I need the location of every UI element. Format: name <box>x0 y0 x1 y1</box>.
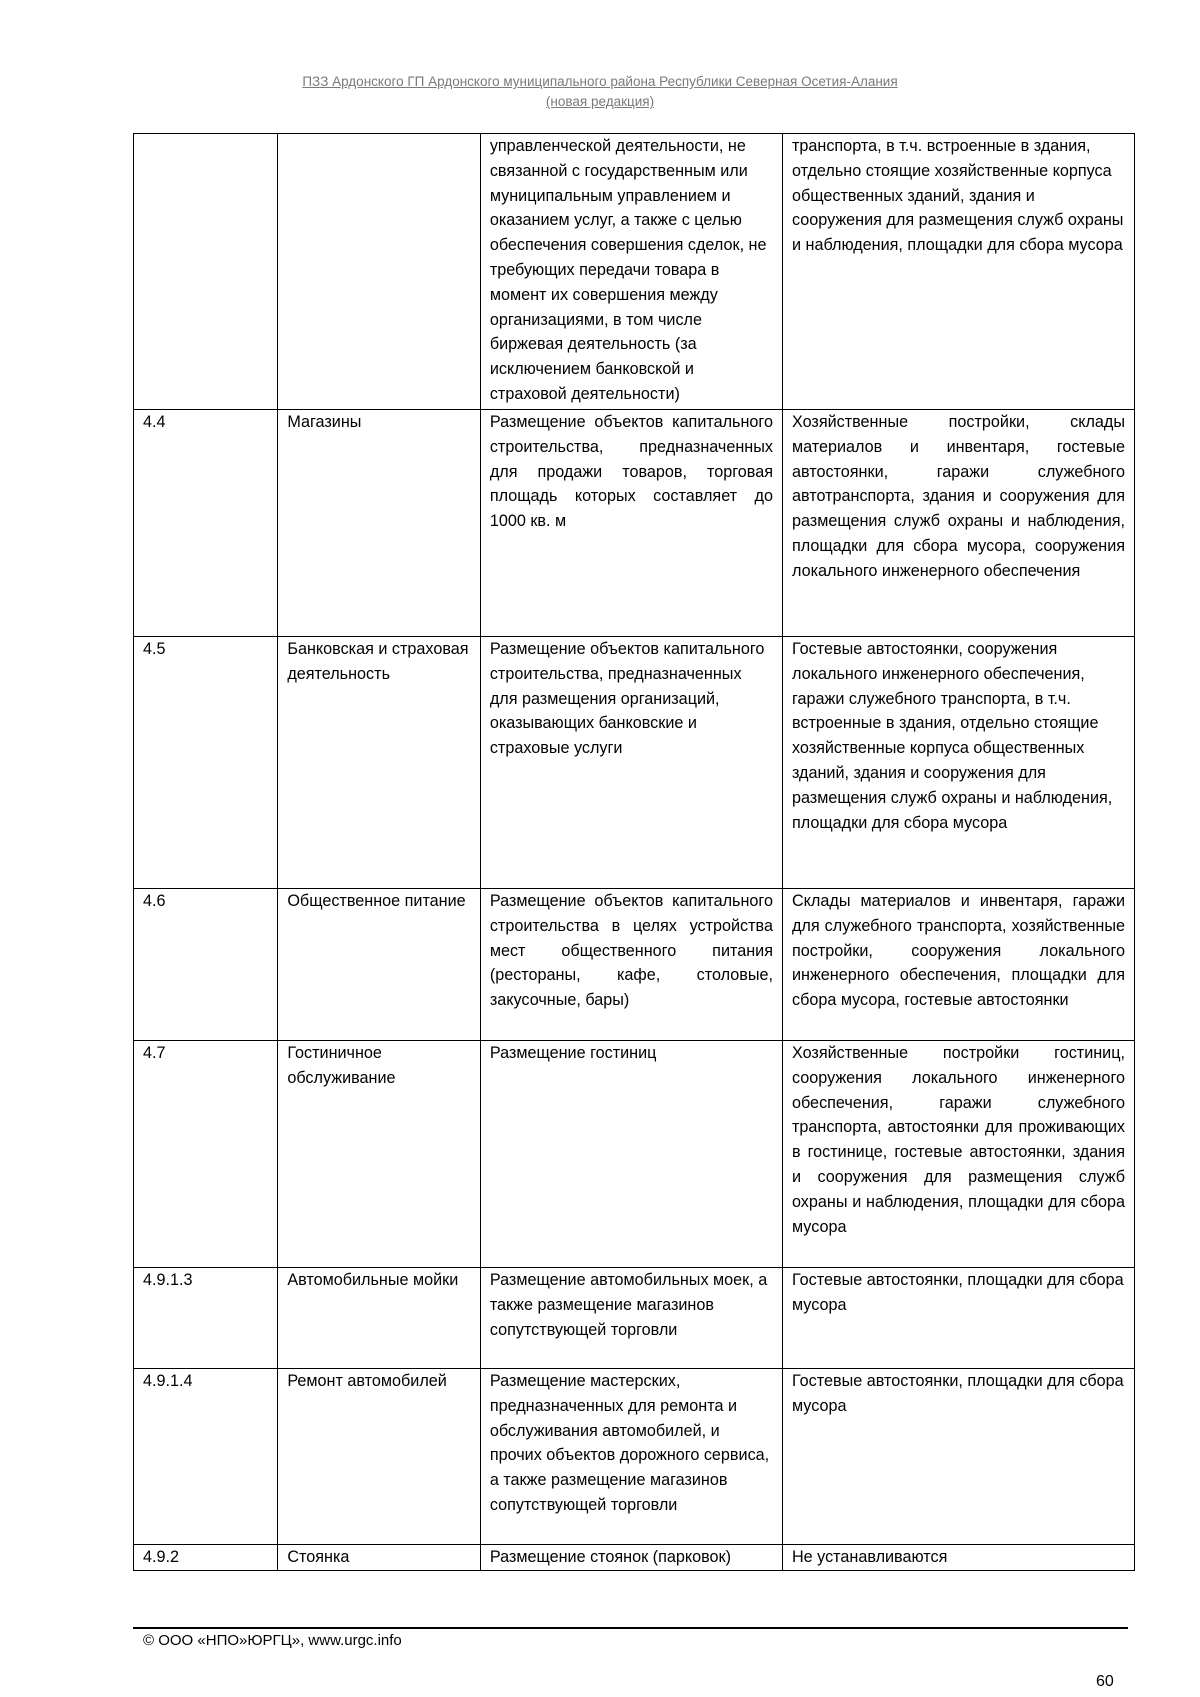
row-code: 4.9.2 <box>134 1545 278 1571</box>
row-auxiliary: Гостевые автостоянки, сооружения локального инженерного обеспечения, гаражи служебного транспорта, в т.ч. встроенные в здания, отдельно стоящие хозяйственные корпуса общественных зданий, здания и сооружения для размещения служб охраны и наблюдения, площадки для сбора мусора <box>782 637 1134 889</box>
row-code: 4.9.1.3 <box>134 1268 278 1369</box>
row-auxiliary: Не устанавливаются <box>782 1545 1134 1571</box>
row-code: 4.5 <box>134 637 278 889</box>
row-description: Размещение объектов капитального строительства в целях устройства мест общественного питания (рестораны, кафе, столовые, закусочные, бары) <box>480 889 782 1041</box>
row-description: Размещение стоянок (парковок) <box>480 1545 782 1571</box>
row-description: Размещение объектов капитального строительства, предназначенных для продажи товаров, торговая площадь которых составляет до 1000 кв. м <box>480 410 782 637</box>
row-auxiliary: Хозяйственные постройки, склады материалов и инвентаря, гостевые автостоянки, гаражи служебного автотранспорта, здания и сооружения для размещения служб охраны и наблюдения, площадки для сбора мусора, сооружения локального инженерного обеспечения <box>782 410 1134 637</box>
row-auxiliary: транспорта, в т.ч. встроенные в здания, отдельно стоящие хозяйственные корпуса общественных зданий, здания и сооружения для размещения служб охраны и наблюдения, площадки для сбора мусора <box>782 134 1134 410</box>
page-header <box>0 72 1200 112</box>
row-name: Автомобильные мойки <box>278 1268 480 1369</box>
header-subtitle: (новая редакция) <box>545 94 655 109</box>
row-name: Ремонт автомобилей <box>278 1369 480 1545</box>
table-row <box>134 1369 1135 1545</box>
row-name: Банковская и страховая деятельность <box>278 637 480 889</box>
row-code: 4.6 <box>134 889 278 1041</box>
row-name: Гостиничное обслуживание <box>278 1041 480 1268</box>
table-row <box>134 1268 1135 1369</box>
row-auxiliary: Склады материалов и инвентаря, гаражи для служебного транспорта, хозяйственные постройки, сооружения локального инженерного обеспечения, площадки для сбора мусора, гостевые автостоянки <box>782 889 1134 1041</box>
row-auxiliary: Гостевые автостоянки, площадки для сбора мусора <box>782 1369 1134 1545</box>
table-row <box>134 410 1135 637</box>
row-name: Стоянка <box>278 1545 480 1571</box>
row-code: 4.9.1.4 <box>134 1369 278 1545</box>
row-name: Общественное питание <box>278 889 480 1041</box>
table-row <box>134 1041 1135 1268</box>
row-description: Размещение мастерских, предназначенных для ремонта и обслуживания автомобилей, и прочих объектов дорожного сервиса, а также размещение магазинов сопутствующей торговли <box>480 1369 782 1545</box>
page-number: 60 <box>1096 1673 1114 1690</box>
table-row <box>134 889 1135 1041</box>
row-code <box>134 134 278 410</box>
row-code: 4.7 <box>134 1041 278 1268</box>
table-row <box>134 637 1135 889</box>
footer-divider <box>133 1627 1128 1629</box>
footer-copyright: © ООО «НПО»ЮРГЦ», www.urgc.info <box>143 1632 402 1649</box>
header-title: ПЗЗ Ардонского ГП Ардонского муниципального района Республики Северная Осетия-Алания <box>302 74 898 89</box>
row-auxiliary: Гостевые автостоянки, площадки для сбора мусора <box>782 1268 1134 1369</box>
row-description: управленческой деятельности, не связанной с государственным или муниципальным управлением и оказанием услуг, а также с целью обеспечения совершения сделок, не требующих передачи товара в момент их совершения между организациями, в том числе биржевая деятельность (за исключением банковской и страховой деятельности) <box>480 134 782 410</box>
table-row <box>134 134 1135 410</box>
table-row <box>134 1545 1135 1571</box>
row-description: Размещение автомобильных моек, а также размещение магазинов сопутствующей торговли <box>480 1268 782 1369</box>
row-description: Размещение объектов капитального строительства, предназначенных для размещения организаций, оказывающих банковские и страховые услуги <box>480 637 782 889</box>
row-name <box>278 134 480 410</box>
land-use-table <box>133 133 1135 1571</box>
row-code: 4.4 <box>134 410 278 637</box>
row-name: Магазины <box>278 410 480 637</box>
row-description: Размещение гостиниц <box>480 1041 782 1268</box>
row-auxiliary: Хозяйственные постройки гостиниц, сооружения локального инженерного обеспечения, гаражи служебного транспорта, автостоянки для проживающих в гостинице, гостевые автостоянки, здания и сооружения для размещения служб охраны и наблюдения, площадки для сбора мусора <box>782 1041 1134 1268</box>
